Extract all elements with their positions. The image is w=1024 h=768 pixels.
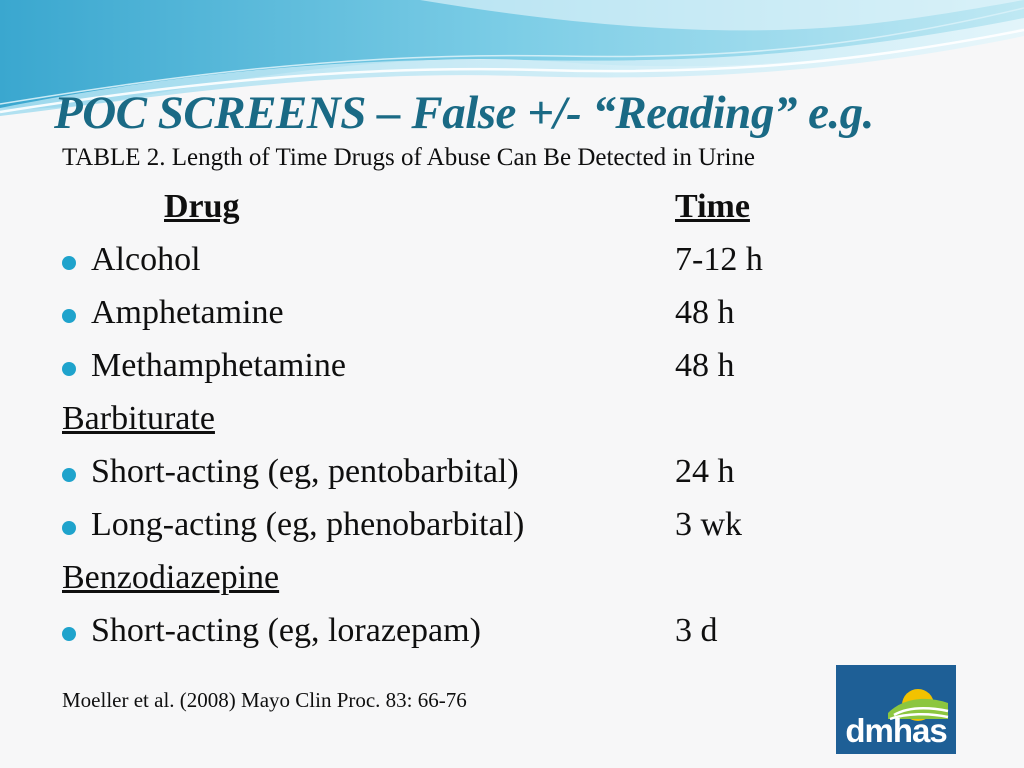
list-item xyxy=(0,502,1024,552)
drug-name: Short-acting (eg, pentobarbital) xyxy=(91,453,519,490)
detection-time: 7-12 h xyxy=(675,241,763,278)
list-item xyxy=(0,343,1024,393)
detection-time: 48 h xyxy=(675,347,735,384)
list-item xyxy=(0,290,1024,340)
section-heading-row xyxy=(0,555,1024,605)
bullet-icon xyxy=(62,309,76,323)
detection-time: 48 h xyxy=(675,294,735,331)
list-item xyxy=(0,237,1024,287)
detection-time: 3 d xyxy=(675,612,718,649)
dmhas-logo xyxy=(836,665,956,754)
drug-name: Long-acting (eg, phenobarbital) xyxy=(91,506,525,543)
time-column-header: Time xyxy=(675,188,750,225)
drug-name: Short-acting (eg, lorazepam) xyxy=(91,612,481,649)
drug-name: Amphetamine xyxy=(91,294,284,331)
citation: Moeller et al. (2008) Mayo Clin Proc. 83: 66-76 xyxy=(62,688,467,712)
detection-time: 3 wk xyxy=(675,506,743,543)
detection-time: 24 h xyxy=(675,453,735,490)
drug-column-header: Drug xyxy=(164,188,240,225)
logo-wordmark: dmhas xyxy=(845,712,947,749)
bullet-icon xyxy=(62,521,76,535)
slide-title: POC SCREENS – False +/- “Reading” e.g. xyxy=(54,87,874,139)
bullet-icon xyxy=(62,627,76,641)
list-item xyxy=(0,608,1024,658)
section-heading: Barbiturate xyxy=(62,400,215,437)
bullet-icon xyxy=(62,468,76,482)
section-heading-row xyxy=(0,396,1024,446)
bullet-icon xyxy=(62,362,76,376)
list-item xyxy=(0,449,1024,499)
column-header-row xyxy=(0,184,1024,234)
drug-name: Methamphetamine xyxy=(91,347,346,384)
section-heading: Benzodiazepine xyxy=(62,559,280,596)
table-caption: TABLE 2. Length of Time Drugs of Abuse Can Be Detected in Urine xyxy=(62,144,756,171)
bullet-icon xyxy=(62,256,76,270)
drug-name: Alcohol xyxy=(91,241,201,278)
